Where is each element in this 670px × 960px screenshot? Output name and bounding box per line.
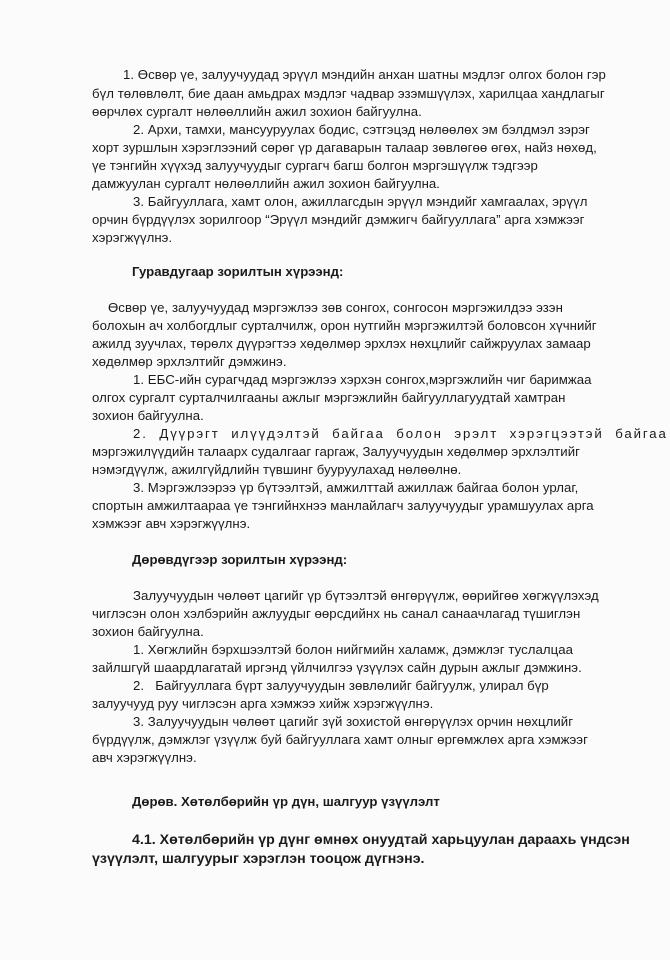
paragraph-line: олгох сургалт сурталчилгааны ажлыг мэргэжлийн байгууллагуудтай хамтран	[92, 390, 566, 405]
paragraph-line: спортын амжилтаараа үе тэнгийнхнээ манлайлагч залуучуудыг урамшуулах арга	[92, 498, 594, 513]
subsection-heading: 4.1. Хөтөлбөрийн үр дүнг өмнөх онуудтай харьцуулан дараахь үндсэн	[132, 832, 630, 848]
chapter-heading: Дөрөв. Хөтөлбөрийн үр дүн, шалгуур үзүүлэлт	[132, 794, 440, 809]
paragraph-line: 3. Мэргэжлээрээ үр бүтээлтэй, амжилттай ажиллаж байгаа болон урлаг,	[133, 480, 579, 495]
paragraph-line: 1. ЕБС-ийн сурагчдад мэргэжлээ хэрхэн сонгох,мэргэжлийн чиг баримжаа	[133, 372, 592, 387]
paragraph-line: өөрчлөх сургалт нөлөөллийн ажил зохион байгуулна.	[92, 104, 422, 119]
paragraph-line: 3. Залуучуудын чөлөөт цагийг зүй зохистой өнгөрүүлэх орчин нөхцлийг	[133, 714, 574, 729]
paragraph-line: 2. Дүүрэгт илүүдэлтэй байгаа болон эрэлт хэрэгцээтэй байгаа	[133, 426, 668, 441]
paragraph-line: бүрдүүлж, дэмжлэг үзүүлж буй байгууллага хамт олныг өргөмжлөх арга хэмжээг	[92, 732, 588, 747]
paragraph-line: залуучууд руу чиглэсэн арга хэмжээ хийж хэрэгжүүлнэ.	[92, 696, 434, 711]
paragraph-line: үе тэнгийн хүүхэд залуучуудыг сургагч багш болгон мэргэшүүлж тэдгээр	[92, 158, 538, 173]
paragraph-line: хорт зуршлын хэрэглээний сөрөг үр дагаварын талаар зөвлөгөө өгөх, найз нөхөд,	[92, 140, 597, 155]
paragraph-line: орчин бүрдүүлэх зорилгоор “Эрүүл мэндийг дэмжигч байгууллага” арга хэмжээг	[92, 212, 585, 227]
paragraph-line: зохион байгуулна.	[92, 624, 204, 639]
paragraph-line: зайлшгүй шаардлагатай иргэнд үйлчилгээ үзүүлэх сайн дурын ажлыг дэмжинэ.	[92, 660, 582, 675]
section-heading: Дөрөвдүгээр зорилтын хүрээнд:	[132, 552, 348, 567]
paragraph-line: 3. Байгууллага, хамт олон, ажиллагсдын эрүүл мэндийг хамгаалах, эрүүл	[133, 194, 588, 209]
paragraph-line: ажилд зуучлах, төрөлх дүүрэгтээ хөдөлмөр эрхлэх нөхцлийг сайжруулах замаар	[92, 336, 591, 351]
paragraph-line: дамжуулан сургалт нөлөөллийн ажил зохион байгуулна.	[92, 176, 441, 191]
paragraph-line: 1. Хөгжлийн бэрхшээлтэй болон нийгмийн халамж, дэмжлэг туслалцаа	[133, 642, 574, 657]
subsection-heading: үзүүлэлт, шалгуурыг хэрэглэн тооцож дүгнэнэ.	[92, 851, 425, 867]
paragraph-line: зохион байгуулна.	[92, 408, 204, 423]
paragraph-line: мэргэжилүүдийн талаарх судалгааг гаргаж, Залуучуудын хөдөлмөр эрхлэлтийг	[92, 444, 580, 459]
paragraph-line: 1. Өсвөр үе, залуучуудад эрүүл мэндийн анхан шатны мэдлэг олгох болон гэр	[123, 67, 606, 82]
paragraph-line: нэмэгдүүлж, ажилгүйдлийн түвшинг бууруулахад нөлөөлнө.	[92, 462, 462, 477]
paragraph-line: авч хэрэгжүүлнэ.	[92, 750, 197, 765]
section-heading: Гуравдугаар зорилтын хүрээнд:	[132, 264, 344, 279]
paragraph-line: 2. Байгууллага бүрт залуучуудын зөвлөлийг байгуулж, улирал бүр	[133, 678, 549, 693]
paragraph-line: хөдөлмөр эрхлэлтийг дэмжинэ.	[92, 354, 287, 369]
paragraph-line: болохын ач холбогдлыг сурталчилж, орон нутгийн мэргэжилтэй боловсон хүчнийг	[92, 318, 597, 333]
paragraph-line: чиглэсэн олон хэлбэрийн ажлуудыг өөрсдийнх нь санал санаачлагад түшиглэн	[92, 606, 581, 621]
paragraph-line: 2. Архи, тамхи, мансууруулах бодис, сэтгэцэд нөлөөлөх эм бэлдмэл зэрэг	[133, 122, 590, 137]
paragraph-line: хэмжээг авч хэрэгжүүлнэ.	[92, 516, 251, 531]
paragraph-line: хэрэгжүүлнэ.	[92, 230, 173, 245]
paragraph-line: бүл төлөвлөлт, бие даан амьдрах мэдлэг чадвар эзэмшүүлэх, харилцаа хандлагыг	[92, 86, 605, 101]
paragraph-line: Залуучуудын чөлөөт цагийг үр бүтээлтэй өнгөрүүлж, өөрийгөө хөгжүүлэхэд	[133, 588, 599, 603]
paragraph-line: Өсвөр үе, залуучуудад мэргэжлээ зөв сонгох, сонгосон мэргэжилдээ эзэн	[108, 300, 563, 315]
